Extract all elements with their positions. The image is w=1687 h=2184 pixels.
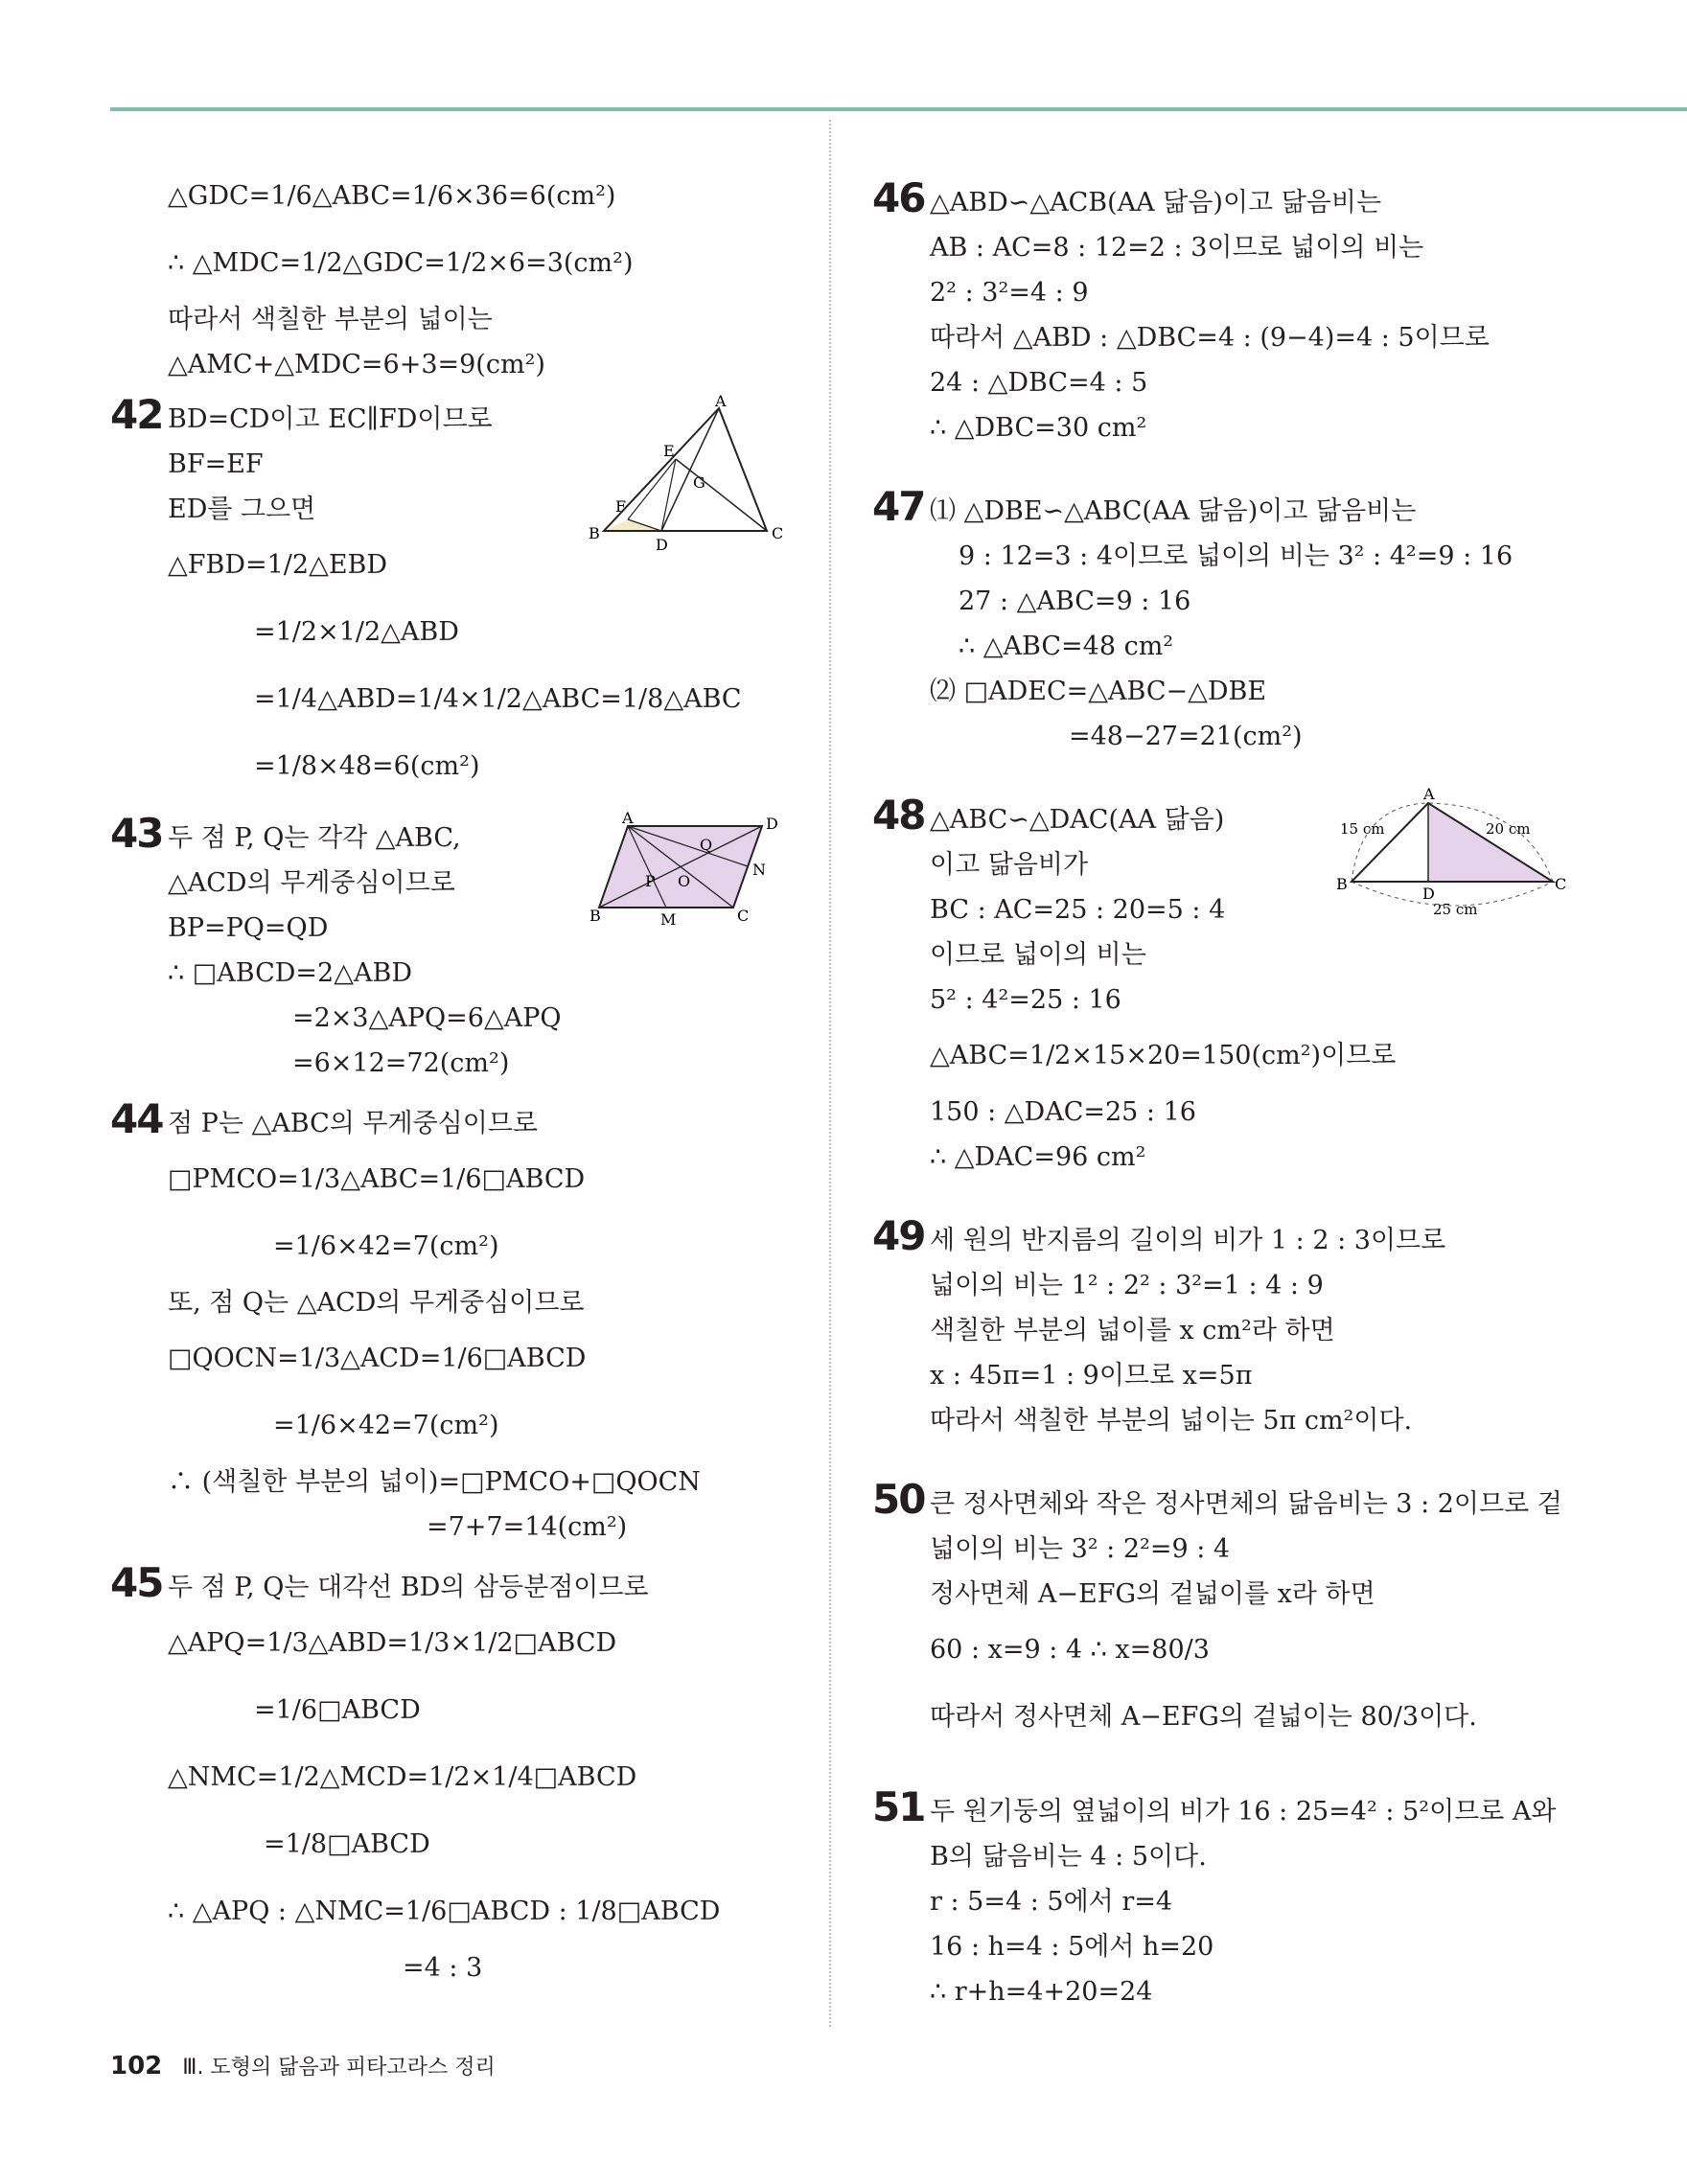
label: M [660, 910, 677, 929]
text-line: △ACD의 무게중심이므로 [168, 868, 455, 898]
label: B [1336, 875, 1348, 893]
right-column [872, 163, 1582, 2014]
label: B [589, 524, 600, 542]
text-line: 따라서 정사면체 A−EFG의 겉넓이는 80/3이다. [930, 1702, 1477, 1732]
text-line: 60 : x=9 : 4 ∴ x=80/3 [930, 1635, 1210, 1665]
label: P [645, 872, 656, 890]
problem-number: 44 [110, 1095, 163, 1142]
label: B [589, 907, 601, 925]
problem-number: 45 [110, 1559, 163, 1606]
problem-number: 48 [872, 792, 925, 839]
text-line: △ABD∽△ACB(AA 닮음)이고 닮음비는 [930, 188, 1382, 218]
text-line: 넓이의 비는 1² : 2² : 3²=1 : 4 : 9 [930, 1271, 1324, 1300]
problem-49 [872, 1212, 1582, 1443]
text-line: ∴ △DAC=96 cm² [930, 1142, 1146, 1172]
problem-51 [872, 1783, 1582, 2014]
text-line: 세 원의 반지름의 길이의 비가 1 : 2 : 3이므로 [930, 1226, 1446, 1255]
text-line: x : 45π=1 : 9이므로 x=5π [930, 1361, 1253, 1391]
text-line: =1/6□ABCD [254, 1695, 421, 1725]
text-line: 점 P는 △ABC의 무게중심이므로 [168, 1109, 538, 1138]
label: N [752, 861, 766, 879]
problem-number: 51 [872, 1783, 925, 1830]
right-triangle-figure-48 [1332, 785, 1567, 930]
label: 20 cm [1486, 820, 1531, 838]
text-line: =1/6×42=7(cm²) [273, 1231, 499, 1261]
text-line: BP=PQ=QD [168, 913, 329, 943]
text-line: r : 5=4 : 5에서 r=4 [930, 1887, 1173, 1917]
text-line: 5² : 4²=25 : 16 [930, 985, 1121, 1015]
text-line: 두 점 P, Q는 대각선 BD의 삼등분점이므로 [168, 1573, 649, 1602]
text-line: △AMC+△MDC=6+3=9(cm²) [168, 350, 545, 379]
label: A [622, 809, 634, 827]
text-line: =4 : 3 [403, 1953, 483, 1983]
text-line: BD=CD이고 EC∥FD이므로 [168, 404, 493, 434]
text-line: ∴ (색칠한 부분의 넓이)=□PMCO+□QOCN [168, 1467, 701, 1497]
text-line: 150 : △DAC=25 : 16 [930, 1097, 1196, 1127]
label: F [615, 497, 627, 516]
text-line: 이므로 넓이의 비는 [930, 940, 1146, 970]
label: 15 cm [1340, 820, 1385, 838]
text-line: △NMC=1/2△MCD=1/2×1/4□ABCD [168, 1762, 637, 1792]
text-line: BC : AC=25 : 20=5 : 4 [930, 895, 1226, 925]
label: E [663, 442, 675, 460]
text-line: 따라서 △ABD : △DBC=4 : (9−4)=4 : 5이므로 [930, 323, 1490, 353]
page-footer [110, 2051, 496, 2081]
triangle-figure-42 [585, 392, 786, 554]
problem-number: 49 [872, 1212, 925, 1259]
text-line: 두 원기둥의 옆넓이의 비가 16 : 25=4² : 5²이므로 A와 [930, 1797, 1557, 1827]
header-rule [110, 107, 1687, 111]
problem-number: 43 [110, 810, 163, 857]
text-line: ⑴ △DBE∽△ABC(AA 닮음)이고 닮음비는 [930, 496, 1417, 526]
label: C [1555, 875, 1567, 893]
text-line: =1/8×48=6(cm²) [254, 751, 480, 781]
label: D [1422, 885, 1435, 903]
label: G [693, 473, 705, 492]
parallelogram-figure-43 [589, 809, 791, 929]
problem-45 [110, 1559, 820, 1990]
label: Q [700, 836, 713, 854]
text-line: △APQ=1/3△ABD=1/3×1/2□ABCD [168, 1628, 617, 1658]
text-line: 또, 점 Q는 △ACD의 무게중심이므로 [168, 1288, 585, 1318]
text-line: 큰 정사면체와 작은 정사면체의 닮음비는 3 : 2이므로 겉 [930, 1489, 1562, 1519]
text-line: ∴ △MDC=1/2△GDC=1/2×6=3(cm²) [168, 248, 634, 278]
text-line: ∴ □ABCD=2△ABD [168, 958, 412, 988]
text-line: BF=EF [168, 449, 264, 479]
label: D [766, 815, 778, 833]
problem-44 [110, 1095, 820, 1550]
text-line: △FBD=1/2△EBD [168, 550, 388, 580]
text-line: ED를 그으면 [168, 494, 316, 524]
problem-48 [872, 785, 1582, 1180]
text-line: =1/6×42=7(cm²) [273, 1411, 499, 1440]
text-line: □PMCO=1/3△ABC=1/6□ABCD [168, 1164, 586, 1194]
column-divider [829, 120, 831, 2027]
text-line: =1/8□ABCD [264, 1829, 430, 1859]
text-line: □QOCN=1/3△ACD=1/6□ABCD [168, 1344, 587, 1373]
problem-number: 46 [872, 174, 925, 221]
text-line: 두 점 P, Q는 각각 △ABC, [168, 823, 461, 853]
problem-50 [872, 1476, 1582, 1751]
text-line: 따라서 색칠한 부분의 넓이는 [168, 305, 493, 334]
problem-number: 47 [872, 483, 925, 530]
problem-47 [872, 483, 1582, 759]
text-line: ∴ △ABC=48 cm² [959, 632, 1174, 661]
text-line: =7+7=14(cm²) [427, 1512, 628, 1542]
text-line: =1/2×1/2△ABD [254, 617, 459, 647]
label: O [678, 872, 691, 890]
label: C [737, 907, 750, 925]
text-line: △ABC∽△DAC(AA 닮음) [930, 805, 1225, 835]
text-line: 27 : △ABC=9 : 16 [959, 586, 1191, 616]
problem-number: 50 [872, 1476, 925, 1523]
text-line: 9 : 12=3 : 4이므로 넓이의 비는 3² : 4²=9 : 16 [959, 541, 1514, 571]
text-line: △GDC=1/6△ABC=1/6×36=6(cm²) [168, 181, 616, 211]
problem-43 [110, 809, 820, 1086]
text-line: ∴ r+h=4+20=24 [930, 1977, 1153, 2007]
text-line: =1/4△ABD=1/4×1/2△ABC=1/8△ABC [254, 684, 742, 714]
text-line: AB : AC=8 : 12=2 : 3이므로 넓이의 비는 [930, 233, 1424, 263]
text-line: ∴ △DBC=30 cm² [930, 413, 1147, 443]
label: C [772, 524, 784, 542]
label: A [1423, 785, 1435, 803]
text-line: =48−27=21(cm²) [1069, 722, 1303, 751]
problem-46 [872, 174, 1582, 450]
text-line: 16 : h=4 : 5에서 h=20 [930, 1932, 1214, 1962]
chapter-title: Ⅲ. 도형의 닮음과 피타고라스 정리 [182, 2056, 496, 2080]
text-line: B의 닮음비는 4 : 5이다. [930, 1842, 1207, 1872]
text-line: =6×12=72(cm²) [292, 1048, 510, 1078]
problem-number: 42 [110, 391, 163, 438]
text-line: ∴ △APQ : △NMC=1/6□ABCD : 1/8□ABCD [168, 1897, 721, 1926]
text-line: 이고 닮음비가 [930, 850, 1089, 880]
text-line: 2² : 3²=4 : 9 [930, 278, 1089, 308]
page-number: 102 [110, 2052, 163, 2081]
text-line: △ABC=1/2×15×20=150(cm²)이므로 [930, 1041, 1397, 1070]
problem-42 [110, 391, 820, 800]
text-line: 색칠한 부분의 넓이를 x cm²라 하면 [930, 1316, 1335, 1345]
label: A [715, 392, 727, 410]
text-line: 따라서 색칠한 부분의 넓이는 5π cm²이다. [930, 1406, 1413, 1436]
text-line: =2×3△APQ=6△APQ [292, 1003, 562, 1033]
label: 25 cm [1433, 901, 1478, 918]
text-line: 넓이의 비는 3² : 2²=9 : 4 [930, 1534, 1231, 1564]
text-line: ⑵ □ADEC=△ABC−△DBE [930, 677, 1267, 706]
left-column [110, 163, 820, 1990]
label: D [656, 536, 668, 554]
text-line: 정사면체 A−EFG의 겉넓이를 x라 하면 [930, 1579, 1375, 1609]
problem-41-continued [110, 163, 820, 387]
text-line: 24 : △DBC=4 : 5 [930, 368, 1148, 398]
